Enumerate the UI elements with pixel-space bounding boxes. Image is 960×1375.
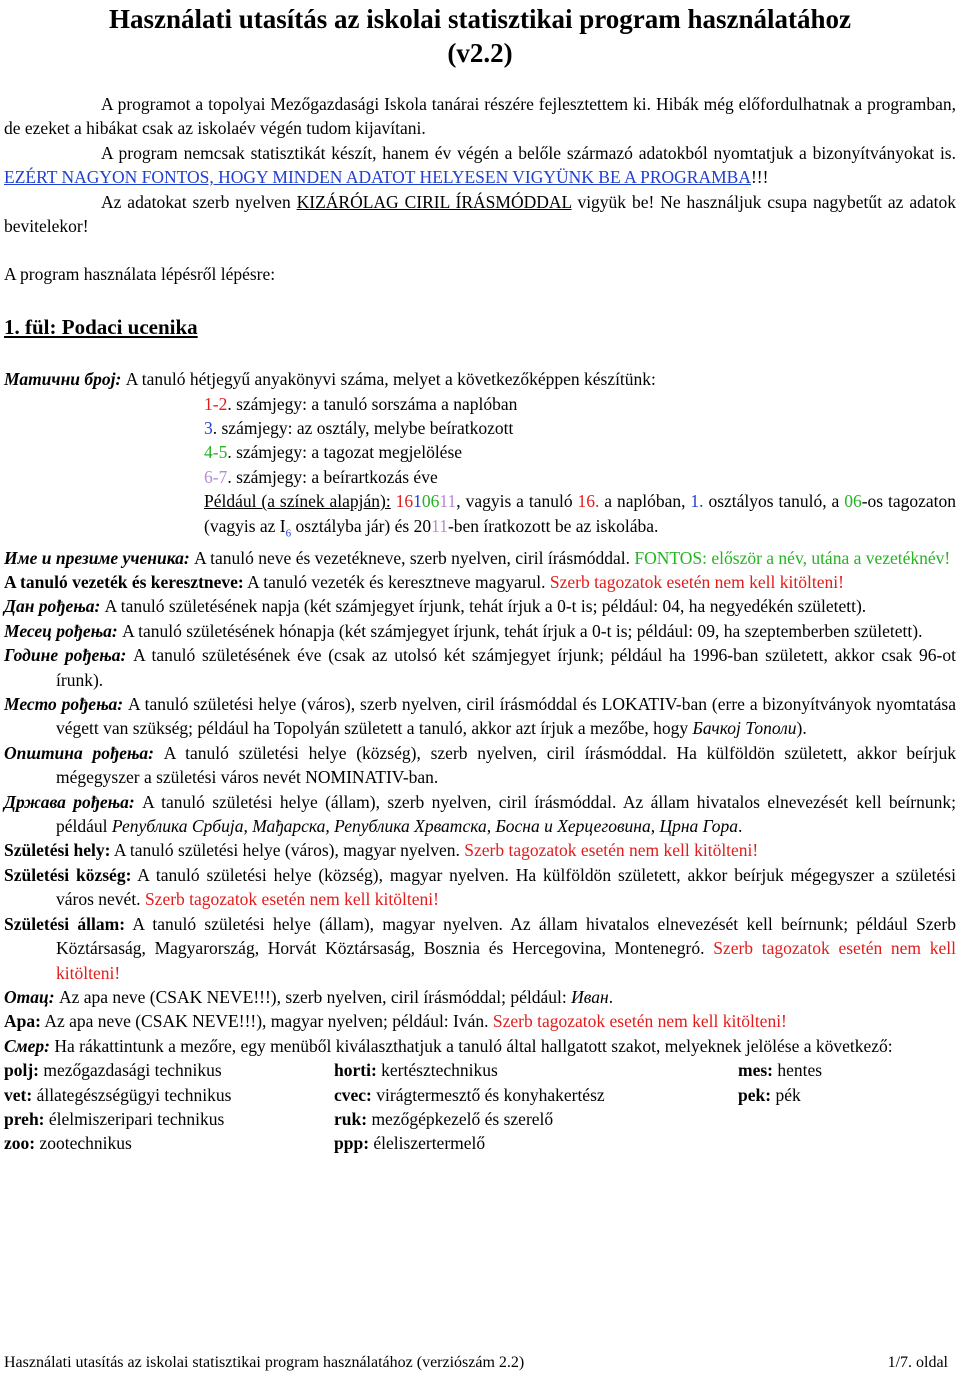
intro-paragraph-1: A programot a topolyai Mezőgazdasági Iskola tanárai részére fejlesztettem ki. Hibák még előfordulhatnak a programban, de ezeket a hibákat csak az iskolaév végén tudom kijavítani. [4,94,956,139]
intro-p2-text: A program nemcsak statisztikát készít, hanem év végén a belőle származó adatokból nyomtatjuk a bizonyítványokat is. [101,142,956,163]
intro-p2-end: !!! [750,167,769,188]
ime-note: FONTOS: először a név, utána a vezetéknév! [634,547,951,568]
code-desc: állategészségügyi technikus [32,1084,232,1105]
code-item [334,1107,738,1131]
mesec-label: Месец рођења: [4,620,118,641]
intro-paragraph-2 [4,141,956,190]
serb-note: Szerb tagozatok esetén nem kell kitölteni! [464,840,759,861]
code-desc: kertésztechnikus [376,1060,498,1081]
godine-text: A tanuló születésének éve (csak az utolsó két számjegyet írjunk; például ha 1996-ban született, akkor csak 96-ot írunk). [56,645,956,690]
code-item [4,1131,334,1155]
mesec-text: A tanuló születésének hónapja (két számjegyet írjunk, tehát írjuk a 0-t is; például: 09, ha szeptemberben született). [117,620,923,641]
szallam-text: A tanuló születési helye (állam), magyar nyelven. Az állam hivatalos elnevezését kell beírnunk; például Szerb Köztársaság, Magyarország, Horvát Köztársaság, Bosznia és Hercegovina, Montenegró. [56,913,957,959]
ex-part: 11 [439,491,457,512]
digit-num-1: 1-2 [204,393,228,414]
opstina-text: A tanuló születési helye (község), szerb nyelven, ciril írásmóddal. Ha külföldön született, akkor beírjuk mégegyszer a születési város nevét NOMINATIV-ban. [56,742,956,788]
drzava-example: Република Србија, Мађарска, Република Хрватска, Босна и Херцеговина, Црна Гора [111,816,738,837]
footer-title: Használati utasítás az iskolai statisztikai program használatához (verziószám 2.2) [4,1354,525,1371]
ime-text: A tanuló neve és vezetékneve, szerb nyelven, ciril írásmóddal. [189,547,635,568]
code-desc: pék [771,1084,801,1105]
code-key: mes: [738,1060,773,1081]
szallam-label: Születési állam: [4,913,126,934]
drzava-label: Држава рођења: [4,791,135,812]
field-godine [4,643,956,692]
ex-part: osztályba jár) és 20 [291,515,432,536]
drzava-text: A tanuló születési helye (állam), szerb nyelven, ciril írásmóddal. Az állam hivatalos elnevezését kell beírnunk; például [56,791,957,837]
code-item [334,1131,738,1155]
hu-text: A tanuló vezeték és keresztneve magyarul. [243,572,550,592]
otac-example: Иван [571,986,609,1007]
szkozseg-label: Születési község: [4,864,132,885]
maticni-label: Матични број: [4,369,122,390]
document-body [4,92,956,1156]
title-line-2: (v2.2) [447,38,513,68]
ex-part: -ben íratkozott be az iskolába. [447,515,659,536]
ex-part: 1 [413,491,422,512]
code-key: cvec: [334,1084,372,1105]
code-desc: zootechnikus [35,1133,132,1154]
code-item [4,1058,334,1082]
digit-num-2: 3 [204,418,213,439]
example-label: Például (a színek alapján): [204,491,391,512]
serb-note: Szerb tagozatok esetén nem kell kitölteni! [56,938,956,983]
digit-num-3: 4-5 [204,442,228,463]
code-key: preh: [4,1108,45,1129]
ex-part: , vagyis a tanuló [456,491,578,512]
intro-paragraph-3 [4,190,956,239]
dan-text: A tanuló születésének napja (két számjegyet írjunk, tehát írjuk a 0-t is; például: 04, ha negyedékén született). [100,596,867,617]
field-szuletesi-allam [4,912,956,985]
code-desc: mezőgépkezelő és szerelő [367,1108,554,1129]
ex-part: 06 [844,491,862,512]
intro-p3-text: Az adatokat szerb nyelven [101,191,297,212]
mesto-example: Бачкој Тополи [692,718,797,739]
code-key: ppp: [334,1133,370,1154]
hu-label: A tanuló vezeték és keresztneve: [4,572,244,592]
field-otac [4,985,956,1009]
ex-part: -os tagozaton (vagyis az I [204,491,957,536]
intro-p3-end: vigyük be! Ne használjuk csupa nagybetűt az adatok bevitelekor! [4,191,956,237]
smer-text: Ha rákattintunk a mezőre, egy menüből kiválaszthatjuk a tanuló által hallgatott szakot, melyeknek jelölése a következő: [50,1035,893,1056]
drzava-end: . [738,816,743,837]
serb-note: Szerb tagozatok esetén nem kell kitölteni! [549,572,844,592]
szkozseg-text: A tanuló születési helye (község), magyar nyelven. Ha külföldön született, akkor beírjuk mégegyszer a születési város nevét. [56,864,956,910]
otac-text: Az apa neve (CSAK NEVE!!!), szerb nyelven, ciril írásmóddal; például: [54,986,572,1007]
code-key: zoo: [4,1133,36,1154]
serb-note: Szerb tagozatok esetén nem kell kitölteni! [492,1011,787,1032]
field-szuletesi-hely [4,838,956,862]
specialization-codes [4,1058,956,1156]
field-dan [4,594,956,618]
ex-part: a naplóban, [599,491,691,512]
ex-part: 16. [577,491,600,512]
ex-subscript: 6 [285,527,292,540]
code-item [334,1058,738,1082]
field-smer [4,1034,956,1058]
code-item [4,1083,334,1107]
digit-text-2: . számjegy: az osztály, melybe beíratkozott [212,418,514,439]
code-key: horti: [334,1060,377,1081]
maticni-text: A tanuló hétjegyű anyakönyvi száma, melyet a következőképpen készítünk: [121,369,656,390]
digit-rule-4 [4,465,956,489]
code-desc: mezőgazdasági technikus [39,1060,222,1081]
field-apa [4,1009,956,1033]
serb-note: Szerb tagozatok esetén nem kell kitölteni! [144,889,439,910]
godine-label: Године рођења: [4,645,127,666]
code-desc: virágtermesztő és konyhakertész [371,1084,605,1105]
code-desc: élelmiszeripari technikus [44,1108,225,1129]
title-line-1: Használati utasítás az iskolai statisztikai program használatához [108,4,852,34]
code-key: ruk: [334,1108,368,1129]
digit-text-3: . számjegy: a tagozat megjelölése [227,442,463,463]
code-item [738,1083,948,1107]
szhely-text: A tanuló születési helye (város), magyar nyelven. [110,840,465,861]
field-maticni-broj [4,367,956,391]
code-item [738,1058,948,1082]
code-key: pek: [738,1084,772,1105]
ex-part: 06 [421,491,440,512]
digit-rule-2 [4,416,956,440]
page-number: 1/7. oldal [887,1354,948,1371]
ex-part: 16 [395,491,414,512]
apa-text: Az apa neve (CSAK NEVE!!!), magyar nyelven; például: Iván. [40,1011,493,1032]
mesto-text: A tanuló születési helye (város), szerb nyelven, ciril írásmóddal és LOKATIV-ban (erre a bizonyítványok nyomtatása végett van szükség; például ha Topolyán született a tanuló, akkor azt írjuk a mezőbe, hogy [56,694,956,739]
field-opstina [4,741,956,790]
code-item [334,1083,738,1107]
ex-part: 1. [690,491,704,512]
code-item [4,1107,334,1131]
otac-end: . [608,986,614,1007]
intro-p2-warning: EZÉRT NAGYON FONTOS, HOGY MINDEN ADATOT HELYESEN VIGYÜNK BE A PROGRAMBA [4,167,751,188]
field-ime [4,546,956,570]
field-szuletesi-kozseg [4,863,956,912]
maticni-example [4,489,956,545]
field-mesec [4,619,956,643]
dan-label: Дан рођења: [4,596,101,617]
smer-label: Смер: [4,1035,51,1056]
apa-label: Apa: [4,1011,41,1032]
code-desc: éleliszertermelő [369,1133,486,1154]
field-drzava [4,790,956,839]
digit-num-4: 6-7 [204,466,228,487]
steps-heading: A program használata lépésről lépésre: [4,264,276,285]
section-heading: 1. fül: Podaci ucenika [4,314,198,339]
code-item-empty [738,1107,948,1131]
intro-p3-underline: KIZÁRÓLAG CIRIL ÍRÁSMÓDDAL [296,191,572,212]
szhely-label: Születési hely: [4,840,111,861]
digit-rule-1 [4,392,956,416]
code-key: polj: [4,1060,39,1081]
field-vezetek [4,570,956,594]
document-title [0,2,960,70]
ex-part: 11 [431,515,448,536]
page-footer [4,1354,948,1372]
field-mesto [4,692,956,741]
digit-rule-3 [4,440,956,464]
mesto-end: ). [796,718,807,739]
mesto-label: Место рођења: [4,694,124,715]
code-desc: hentes [772,1060,823,1081]
otac-label: Отац: [4,986,55,1007]
digit-text-4: . számjegy: a beírartkozás éve [227,466,438,487]
digit-text-1: . számjegy: a tanuló sorszáma a naplóban [227,393,518,414]
code-key: vet: [4,1084,33,1105]
ex-part: osztályos tanuló, a [703,491,845,512]
ime-label: Име и презиме ученика: [4,547,190,568]
opstina-label: Општина рођења: [4,742,154,763]
code-item-empty [738,1131,948,1155]
